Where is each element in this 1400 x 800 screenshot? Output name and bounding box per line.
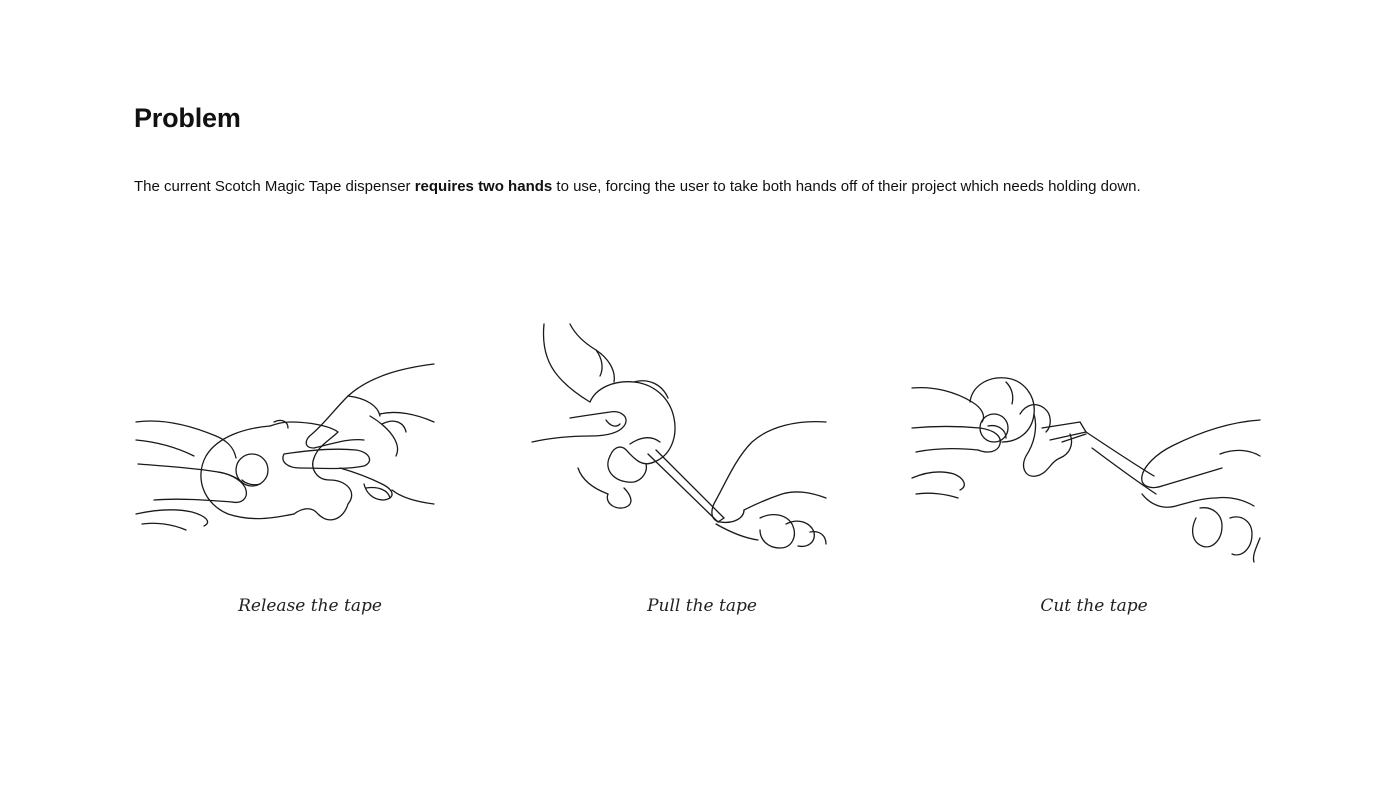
illustration-cut-tape bbox=[910, 318, 1250, 568]
caption-release-tape: Release the tape bbox=[238, 596, 382, 616]
description-emphasis: requires two hands bbox=[414, 178, 553, 195]
release-tape-sketch bbox=[134, 318, 474, 568]
pull-tape-sketch bbox=[530, 318, 870, 568]
illustration-release-tape bbox=[134, 318, 474, 568]
description-text-start: The current Scotch Magic Tape dispenser bbox=[134, 178, 415, 195]
illustration-pull-tape bbox=[530, 318, 870, 568]
page-title: Problem bbox=[134, 103, 241, 133]
cut-tape-sketch bbox=[910, 318, 1250, 568]
description-text-end: to use, forcing the user to take both hands off of their project which needs holding down. bbox=[552, 178, 1141, 195]
caption-cut-tape: Cut the tape bbox=[1040, 596, 1148, 616]
caption-pull-tape: Pull the tape bbox=[647, 596, 757, 616]
problem-description bbox=[134, 177, 1264, 197]
